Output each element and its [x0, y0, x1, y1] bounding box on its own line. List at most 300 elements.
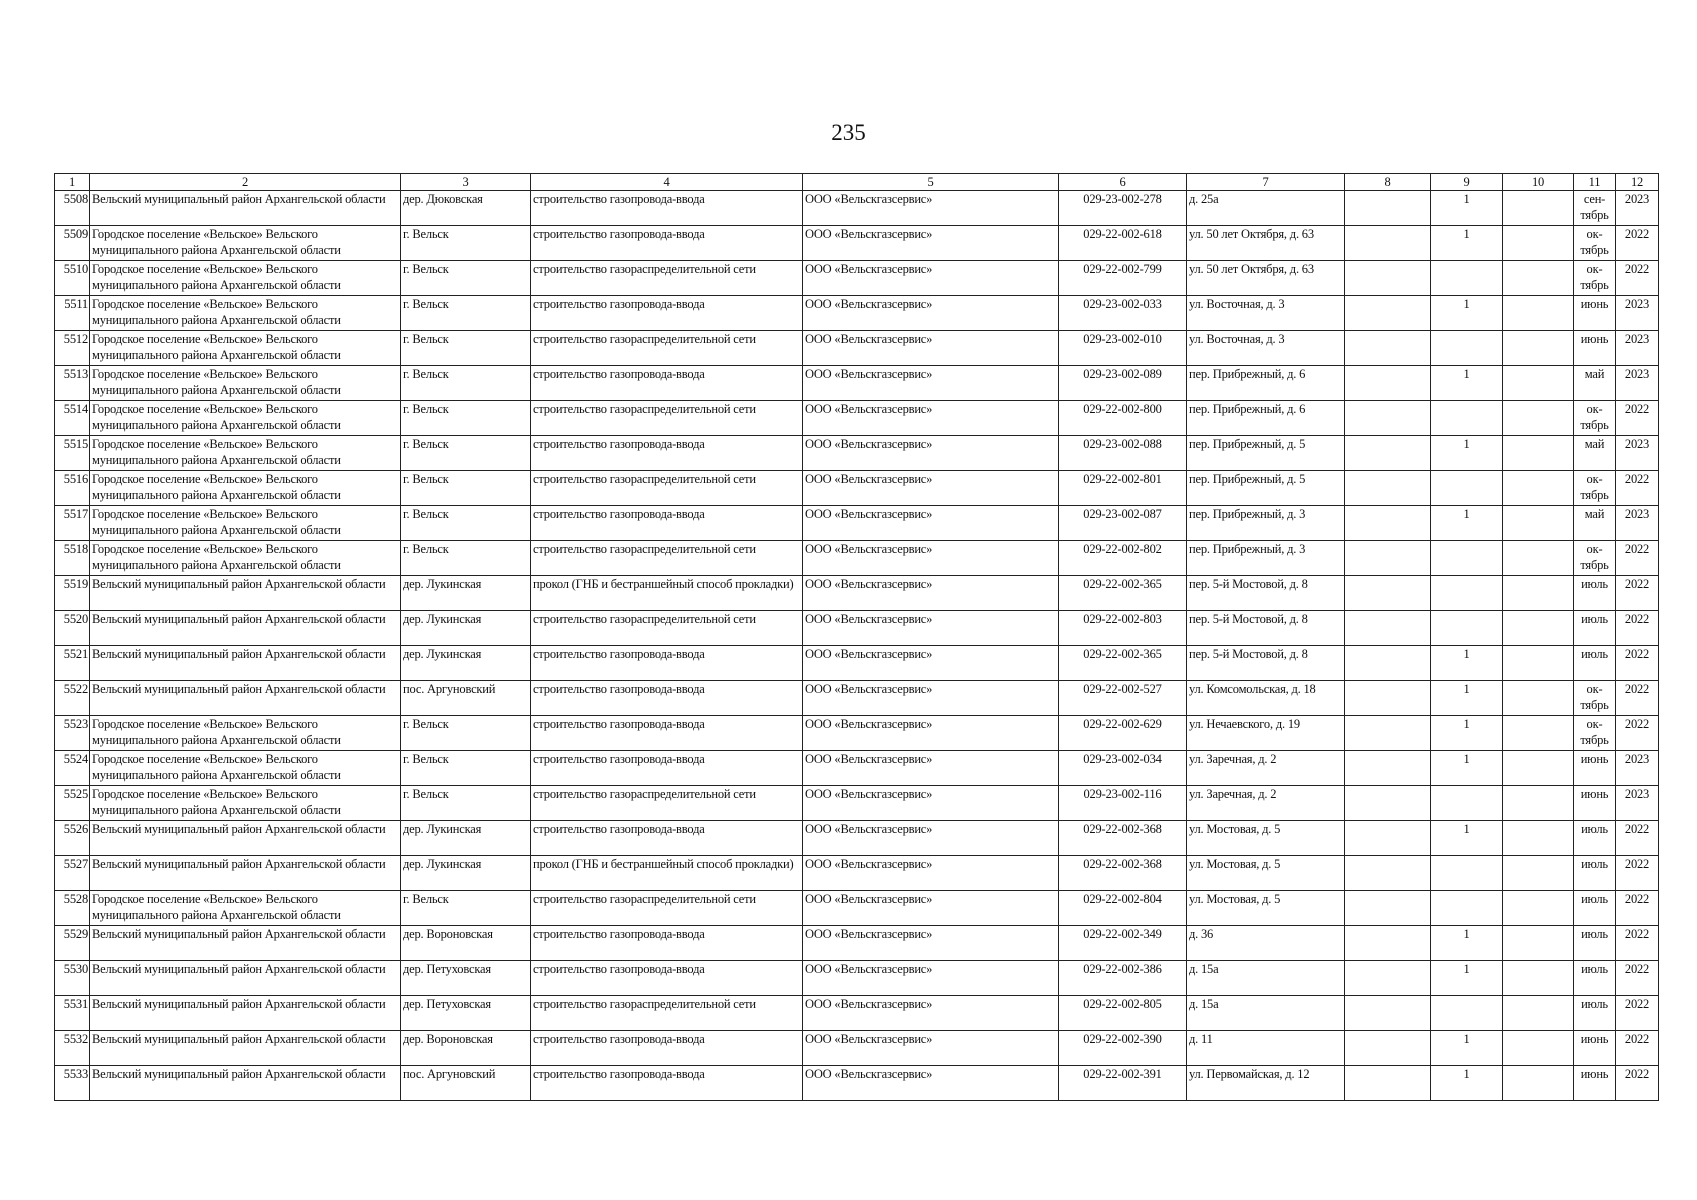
cell-work-type: строительство газопровода-ввода — [531, 506, 803, 541]
table-row — [55, 401, 1659, 436]
cell-registry-code: 029-22-002-801 — [1059, 471, 1187, 506]
cell-registry-code: 029-23-002-278 — [1059, 191, 1187, 226]
cell-work-type: строительство газораспределительной сети — [531, 996, 803, 1031]
cell-year: 2022 — [1616, 926, 1659, 961]
cell-settlement: дер. Лукинская — [401, 611, 531, 646]
cell-municipality: Вельский муниципальный район Архангельской области — [90, 611, 401, 646]
cell-year: 2022 — [1616, 226, 1659, 261]
cell-col-8 — [1345, 926, 1431, 961]
cell-organization: ООО «Вельскгазсервис» — [803, 1031, 1059, 1066]
cell-row-number: 5509 — [55, 226, 90, 261]
cell-registry-code: 029-22-002-803 — [1059, 611, 1187, 646]
cell-row-number: 5523 — [55, 716, 90, 751]
cell-month: май — [1574, 366, 1616, 401]
cell-work-type: строительство газораспределительной сети — [531, 611, 803, 646]
cell-organization: ООО «Вельскгазсервис» — [803, 611, 1059, 646]
cell-col-8 — [1345, 261, 1431, 296]
cell-row-number: 5511 — [55, 296, 90, 331]
table-row — [55, 646, 1659, 681]
cell-col-8 — [1345, 646, 1431, 681]
cell-organization: ООО «Вельскгазсервис» — [803, 891, 1059, 926]
cell-year: 2022 — [1616, 261, 1659, 296]
cell-address: ул. Нечаевского, д. 19 — [1187, 716, 1345, 751]
cell-organization: ООО «Вельскгазсервис» — [803, 786, 1059, 821]
cell-work-type: строительство газопровода-ввода — [531, 961, 803, 996]
cell-count: 1 — [1431, 751, 1503, 786]
table-row — [55, 926, 1659, 961]
cell-address: д. 25а — [1187, 191, 1345, 226]
cell-settlement: г. Вельск — [401, 751, 531, 786]
cell-count: 1 — [1431, 1031, 1503, 1066]
cell-organization: ООО «Вельскгазсервис» — [803, 821, 1059, 856]
cell-organization: ООО «Вельскгазсервис» — [803, 961, 1059, 996]
column-header: 1 — [55, 174, 90, 191]
cell-col-8 — [1345, 436, 1431, 471]
table-row — [55, 856, 1659, 891]
cell-year: 2023 — [1616, 506, 1659, 541]
cell-month: ок- тябрь — [1574, 401, 1616, 436]
cell-col-10 — [1503, 226, 1574, 261]
cell-year: 2023 — [1616, 751, 1659, 786]
cell-year: 2023 — [1616, 296, 1659, 331]
cell-col-8 — [1345, 191, 1431, 226]
cell-count — [1431, 611, 1503, 646]
cell-col-8 — [1345, 891, 1431, 926]
cell-address: ул. Заречная, д. 2 — [1187, 786, 1345, 821]
cell-year: 2022 — [1616, 1031, 1659, 1066]
table-row — [55, 996, 1659, 1031]
cell-col-8 — [1345, 296, 1431, 331]
cell-col-10 — [1503, 541, 1574, 576]
cell-organization: ООО «Вельскгазсервис» — [803, 926, 1059, 961]
cell-count: 1 — [1431, 716, 1503, 751]
cell-settlement: г. Вельск — [401, 261, 531, 296]
cell-col-8 — [1345, 716, 1431, 751]
cell-settlement: г. Вельск — [401, 296, 531, 331]
cell-col-10 — [1503, 646, 1574, 681]
cell-row-number: 5514 — [55, 401, 90, 436]
cell-month: ок- тябрь — [1574, 541, 1616, 576]
cell-col-10 — [1503, 436, 1574, 471]
cell-work-type: строительство газораспределительной сети — [531, 891, 803, 926]
cell-work-type: строительство газораспределительной сети — [531, 471, 803, 506]
cell-municipality: Городское поселение «Вельское» Вельского муниципального района Архангельской области — [90, 541, 401, 576]
cell-address: д. 15а — [1187, 996, 1345, 1031]
cell-row-number: 5526 — [55, 821, 90, 856]
header-row — [55, 174, 1659, 191]
cell-organization: ООО «Вельскгазсервис» — [803, 261, 1059, 296]
table-row — [55, 296, 1659, 331]
cell-registry-code: 029-22-002-368 — [1059, 821, 1187, 856]
cell-settlement: г. Вельск — [401, 366, 531, 401]
cell-settlement: дер. Лукинская — [401, 821, 531, 856]
cell-registry-code: 029-22-002-386 — [1059, 961, 1187, 996]
table-row — [55, 506, 1659, 541]
cell-count: 1 — [1431, 366, 1503, 401]
cell-month: ок- тябрь — [1574, 261, 1616, 296]
cell-month: июнь — [1574, 786, 1616, 821]
cell-municipality: Вельский муниципальный район Архангельской области — [90, 856, 401, 891]
table-row — [55, 331, 1659, 366]
cell-registry-code: 029-22-002-365 — [1059, 576, 1187, 611]
table-row — [55, 611, 1659, 646]
cell-month: июль — [1574, 856, 1616, 891]
cell-registry-code: 029-23-002-088 — [1059, 436, 1187, 471]
cell-settlement: г. Вельск — [401, 436, 531, 471]
cell-organization: ООО «Вельскгазсервис» — [803, 471, 1059, 506]
cell-work-type: строительство газораспределительной сети — [531, 541, 803, 576]
cell-municipality: Вельский муниципальный район Архангельской области — [90, 926, 401, 961]
cell-organization: ООО «Вельскгазсервис» — [803, 856, 1059, 891]
table-row — [55, 191, 1659, 226]
cell-work-type: строительство газораспределительной сети — [531, 786, 803, 821]
cell-count: 1 — [1431, 961, 1503, 996]
cell-count — [1431, 541, 1503, 576]
cell-count: 1 — [1431, 646, 1503, 681]
cell-col-8 — [1345, 471, 1431, 506]
cell-col-8 — [1345, 751, 1431, 786]
cell-address: д. 36 — [1187, 926, 1345, 961]
cell-settlement: г. Вельск — [401, 716, 531, 751]
cell-municipality: Вельский муниципальный район Архангельской области — [90, 1031, 401, 1066]
table-row — [55, 576, 1659, 611]
cell-col-8 — [1345, 681, 1431, 716]
table-row — [55, 366, 1659, 401]
cell-month: ок- тябрь — [1574, 681, 1616, 716]
column-header: 7 — [1187, 174, 1345, 191]
cell-year: 2022 — [1616, 541, 1659, 576]
cell-registry-code: 029-22-002-804 — [1059, 891, 1187, 926]
cell-col-8 — [1345, 541, 1431, 576]
cell-settlement: г. Вельск — [401, 506, 531, 541]
cell-count — [1431, 891, 1503, 926]
cell-organization: ООО «Вельскгазсервис» — [803, 646, 1059, 681]
cell-address: пер. 5-й Мостовой, д. 8 — [1187, 611, 1345, 646]
cell-year: 2022 — [1616, 996, 1659, 1031]
cell-col-8 — [1345, 611, 1431, 646]
cell-col-8 — [1345, 366, 1431, 401]
cell-organization: ООО «Вельскгазсервис» — [803, 506, 1059, 541]
cell-year: 2023 — [1616, 331, 1659, 366]
column-header: 4 — [531, 174, 803, 191]
cell-work-type: строительство газопровода-ввода — [531, 751, 803, 786]
table-row — [55, 541, 1659, 576]
cell-row-number: 5521 — [55, 646, 90, 681]
cell-month: июль — [1574, 576, 1616, 611]
cell-col-10 — [1503, 1031, 1574, 1066]
cell-address: ул. Мостовая, д. 5 — [1187, 821, 1345, 856]
cell-municipality: Городское поселение «Вельское» Вельского муниципального района Архангельской области — [90, 436, 401, 471]
cell-work-type: строительство газопровода-ввода — [531, 296, 803, 331]
table-row — [55, 1031, 1659, 1066]
cell-col-8 — [1345, 996, 1431, 1031]
cell-count — [1431, 401, 1503, 436]
cell-address: пер. Прибрежный, д. 6 — [1187, 366, 1345, 401]
cell-municipality: Городское поселение «Вельское» Вельского муниципального района Архангельской области — [90, 366, 401, 401]
cell-address: пер. Прибрежный, д. 3 — [1187, 506, 1345, 541]
cell-address: пер. Прибрежный, д. 5 — [1187, 436, 1345, 471]
cell-row-number: 5528 — [55, 891, 90, 926]
column-header: 12 — [1616, 174, 1659, 191]
table-row — [55, 961, 1659, 996]
cell-work-type: строительство газопровода-ввода — [531, 716, 803, 751]
cell-year: 2022 — [1616, 1066, 1659, 1101]
cell-municipality: Городское поселение «Вельское» Вельского муниципального района Архангельской области — [90, 891, 401, 926]
cell-registry-code: 029-22-002-390 — [1059, 1031, 1187, 1066]
cell-month: июнь — [1574, 1031, 1616, 1066]
cell-address: д. 11 — [1187, 1031, 1345, 1066]
column-header: 3 — [401, 174, 531, 191]
cell-municipality: Городское поселение «Вельское» Вельского муниципального района Архангельской области — [90, 226, 401, 261]
cell-organization: ООО «Вельскгазсервис» — [803, 331, 1059, 366]
cell-col-8 — [1345, 576, 1431, 611]
cell-address: пер. 5-й Мостовой, д. 8 — [1187, 576, 1345, 611]
cell-month: июль — [1574, 646, 1616, 681]
cell-row-number: 5520 — [55, 611, 90, 646]
cell-count: 1 — [1431, 191, 1503, 226]
table-row — [55, 436, 1659, 471]
cell-count: 1 — [1431, 436, 1503, 471]
cell-municipality: Вельский муниципальный район Архангельской области — [90, 961, 401, 996]
cell-row-number: 5532 — [55, 1031, 90, 1066]
cell-count: 1 — [1431, 681, 1503, 716]
cell-registry-code: 029-23-002-034 — [1059, 751, 1187, 786]
cell-registry-code: 029-23-002-033 — [1059, 296, 1187, 331]
cell-year: 2023 — [1616, 436, 1659, 471]
cell-address: пер. Прибрежный, д. 5 — [1187, 471, 1345, 506]
cell-row-number: 5510 — [55, 261, 90, 296]
cell-row-number: 5530 — [55, 961, 90, 996]
cell-year: 2022 — [1616, 716, 1659, 751]
cell-row-number: 5529 — [55, 926, 90, 961]
cell-year: 2022 — [1616, 821, 1659, 856]
cell-settlement: дер. Дюковская — [401, 191, 531, 226]
cell-count — [1431, 331, 1503, 366]
cell-registry-code: 029-22-002-629 — [1059, 716, 1187, 751]
cell-month: июль — [1574, 926, 1616, 961]
cell-count: 1 — [1431, 296, 1503, 331]
cell-settlement: дер. Лукинская — [401, 646, 531, 681]
cell-settlement: г. Вельск — [401, 891, 531, 926]
cell-settlement: г. Вельск — [401, 471, 531, 506]
cell-count: 1 — [1431, 821, 1503, 856]
cell-settlement: г. Вельск — [401, 786, 531, 821]
cell-month: ок- тябрь — [1574, 471, 1616, 506]
cell-work-type: прокол (ГНБ и бестраншейный способ прокладки) — [531, 856, 803, 891]
cell-address: ул. Комсомольская, д. 18 — [1187, 681, 1345, 716]
cell-col-8 — [1345, 821, 1431, 856]
cell-work-type: строительство газопровода-ввода — [531, 821, 803, 856]
cell-col-8 — [1345, 961, 1431, 996]
cell-registry-code: 029-22-002-799 — [1059, 261, 1187, 296]
table-row — [55, 751, 1659, 786]
cell-settlement: дер. Вороновская — [401, 926, 531, 961]
cell-month: ок- тябрь — [1574, 716, 1616, 751]
cell-municipality: Вельский муниципальный район Архангельской области — [90, 821, 401, 856]
cell-address: ул. Первомайская, д. 12 — [1187, 1066, 1345, 1101]
column-header: 2 — [90, 174, 401, 191]
cell-row-number: 5518 — [55, 541, 90, 576]
column-header: 8 — [1345, 174, 1431, 191]
cell-organization: ООО «Вельскгазсервис» — [803, 296, 1059, 331]
cell-row-number: 5517 — [55, 506, 90, 541]
cell-col-10 — [1503, 891, 1574, 926]
cell-registry-code: 029-22-002-618 — [1059, 226, 1187, 261]
cell-count — [1431, 471, 1503, 506]
cell-count — [1431, 786, 1503, 821]
cell-organization: ООО «Вельскгазсервис» — [803, 191, 1059, 226]
cell-address: ул. Восточная, д. 3 — [1187, 296, 1345, 331]
cell-col-8 — [1345, 226, 1431, 261]
cell-municipality: Вельский муниципальный район Архангельской области — [90, 576, 401, 611]
cell-work-type: строительство газораспределительной сети — [531, 261, 803, 296]
cell-registry-code: 029-22-002-391 — [1059, 1066, 1187, 1101]
cell-settlement: пос. Аргуновский — [401, 681, 531, 716]
cell-month: июль — [1574, 611, 1616, 646]
cell-registry-code: 029-23-002-089 — [1059, 366, 1187, 401]
cell-col-8 — [1345, 1031, 1431, 1066]
table-row — [55, 261, 1659, 296]
cell-address: пер. 5-й Мостовой, д. 8 — [1187, 646, 1345, 681]
cell-work-type: строительство газопровода-ввода — [531, 926, 803, 961]
cell-settlement: дер. Петуховская — [401, 996, 531, 1031]
cell-organization: ООО «Вельскгазсервис» — [803, 996, 1059, 1031]
cell-work-type: строительство газопровода-ввода — [531, 226, 803, 261]
cell-col-8 — [1345, 856, 1431, 891]
column-header: 6 — [1059, 174, 1187, 191]
cell-settlement: дер. Петуховская — [401, 961, 531, 996]
cell-year: 2022 — [1616, 646, 1659, 681]
cell-registry-code: 029-22-002-800 — [1059, 401, 1187, 436]
cell-col-8 — [1345, 401, 1431, 436]
cell-municipality: Городское поселение «Вельское» Вельского муниципального района Архангельской области — [90, 786, 401, 821]
cell-row-number: 5513 — [55, 366, 90, 401]
cell-municipality: Вельский муниципальный район Архангельской области — [90, 996, 401, 1031]
cell-col-10 — [1503, 261, 1574, 296]
cell-col-10 — [1503, 471, 1574, 506]
cell-municipality: Вельский муниципальный район Архангельской области — [90, 1066, 401, 1101]
cell-year: 2022 — [1616, 611, 1659, 646]
cell-month: июль — [1574, 996, 1616, 1031]
cell-organization: ООО «Вельскгазсервис» — [803, 681, 1059, 716]
cell-municipality: Городское поселение «Вельское» Вельского муниципального района Архангельской области — [90, 331, 401, 366]
cell-row-number: 5531 — [55, 996, 90, 1031]
cell-count: 1 — [1431, 506, 1503, 541]
cell-organization: ООО «Вельскгазсервис» — [803, 751, 1059, 786]
cell-year: 2022 — [1616, 856, 1659, 891]
cell-count: 1 — [1431, 1066, 1503, 1101]
cell-col-10 — [1503, 296, 1574, 331]
cell-organization: ООО «Вельскгазсервис» — [803, 436, 1059, 471]
register-table — [54, 173, 1659, 1101]
cell-year: 2022 — [1616, 891, 1659, 926]
cell-work-type: строительство газораспределительной сети — [531, 331, 803, 366]
cell-work-type: строительство газопровода-ввода — [531, 1066, 803, 1101]
cell-year: 2023 — [1616, 366, 1659, 401]
table-row — [55, 716, 1659, 751]
column-header: 9 — [1431, 174, 1503, 191]
table-row — [55, 891, 1659, 926]
cell-registry-code: 029-23-002-116 — [1059, 786, 1187, 821]
cell-col-10 — [1503, 611, 1574, 646]
table-row — [55, 471, 1659, 506]
cell-year: 2022 — [1616, 576, 1659, 611]
cell-address: ул. 50 лет Октября, д. 63 — [1187, 226, 1345, 261]
table-row — [55, 821, 1659, 856]
cell-municipality: Вельский муниципальный район Архангельской области — [90, 646, 401, 681]
cell-organization: ООО «Вельскгазсервис» — [803, 226, 1059, 261]
cell-col-10 — [1503, 926, 1574, 961]
cell-municipality: Городское поселение «Вельское» Вельского муниципального района Архангельской области — [90, 471, 401, 506]
cell-col-10 — [1503, 996, 1574, 1031]
cell-settlement: г. Вельск — [401, 541, 531, 576]
table-row — [55, 786, 1659, 821]
cell-row-number: 5522 — [55, 681, 90, 716]
cell-year: 2022 — [1616, 401, 1659, 436]
cell-col-10 — [1503, 961, 1574, 996]
cell-work-type: строительство газораспределительной сети — [531, 401, 803, 436]
column-header: 10 — [1503, 174, 1574, 191]
page-number: 235 — [831, 120, 866, 145]
cell-col-10 — [1503, 681, 1574, 716]
cell-month: май — [1574, 506, 1616, 541]
table-row — [55, 226, 1659, 261]
cell-settlement: г. Вельск — [401, 401, 531, 436]
cell-row-number: 5512 — [55, 331, 90, 366]
cell-organization: ООО «Вельскгазсервис» — [803, 576, 1059, 611]
cell-organization: ООО «Вельскгазсервис» — [803, 541, 1059, 576]
cell-address: ул. 50 лет Октября, д. 63 — [1187, 261, 1345, 296]
cell-month: июль — [1574, 891, 1616, 926]
cell-month: июнь — [1574, 751, 1616, 786]
cell-row-number: 5515 — [55, 436, 90, 471]
table-row — [55, 1066, 1659, 1101]
cell-settlement: дер. Лукинская — [401, 856, 531, 891]
cell-col-10 — [1503, 786, 1574, 821]
cell-count — [1431, 261, 1503, 296]
cell-col-10 — [1503, 191, 1574, 226]
cell-count: 1 — [1431, 926, 1503, 961]
cell-municipality: Городское поселение «Вельское» Вельского муниципального района Архангельской области — [90, 751, 401, 786]
cell-registry-code: 029-23-002-010 — [1059, 331, 1187, 366]
cell-col-10 — [1503, 366, 1574, 401]
cell-registry-code: 029-22-002-368 — [1059, 856, 1187, 891]
cell-col-10 — [1503, 821, 1574, 856]
cell-municipality: Вельский муниципальный район Архангельской области — [90, 191, 401, 226]
cell-col-10 — [1503, 856, 1574, 891]
cell-year: 2022 — [1616, 681, 1659, 716]
cell-work-type: строительство газопровода-ввода — [531, 646, 803, 681]
cell-row-number: 5508 — [55, 191, 90, 226]
cell-row-number: 5519 — [55, 576, 90, 611]
cell-month: июнь — [1574, 296, 1616, 331]
cell-col-10 — [1503, 331, 1574, 366]
cell-municipality: Городское поселение «Вельское» Вельского муниципального района Архангельской области — [90, 261, 401, 296]
cell-row-number: 5524 — [55, 751, 90, 786]
cell-count: 1 — [1431, 226, 1503, 261]
cell-registry-code: 029-22-002-527 — [1059, 681, 1187, 716]
cell-address: пер. Прибрежный, д. 3 — [1187, 541, 1345, 576]
cell-year: 2023 — [1616, 191, 1659, 226]
cell-row-number: 5527 — [55, 856, 90, 891]
cell-col-10 — [1503, 751, 1574, 786]
cell-organization: ООО «Вельскгазсервис» — [803, 401, 1059, 436]
cell-settlement: г. Вельск — [401, 226, 531, 261]
cell-year: 2022 — [1616, 961, 1659, 996]
cell-municipality: Вельский муниципальный район Архангельской области — [90, 681, 401, 716]
cell-work-type: прокол (ГНБ и бестраншейный способ прокладки) — [531, 576, 803, 611]
cell-registry-code: 029-22-002-365 — [1059, 646, 1187, 681]
